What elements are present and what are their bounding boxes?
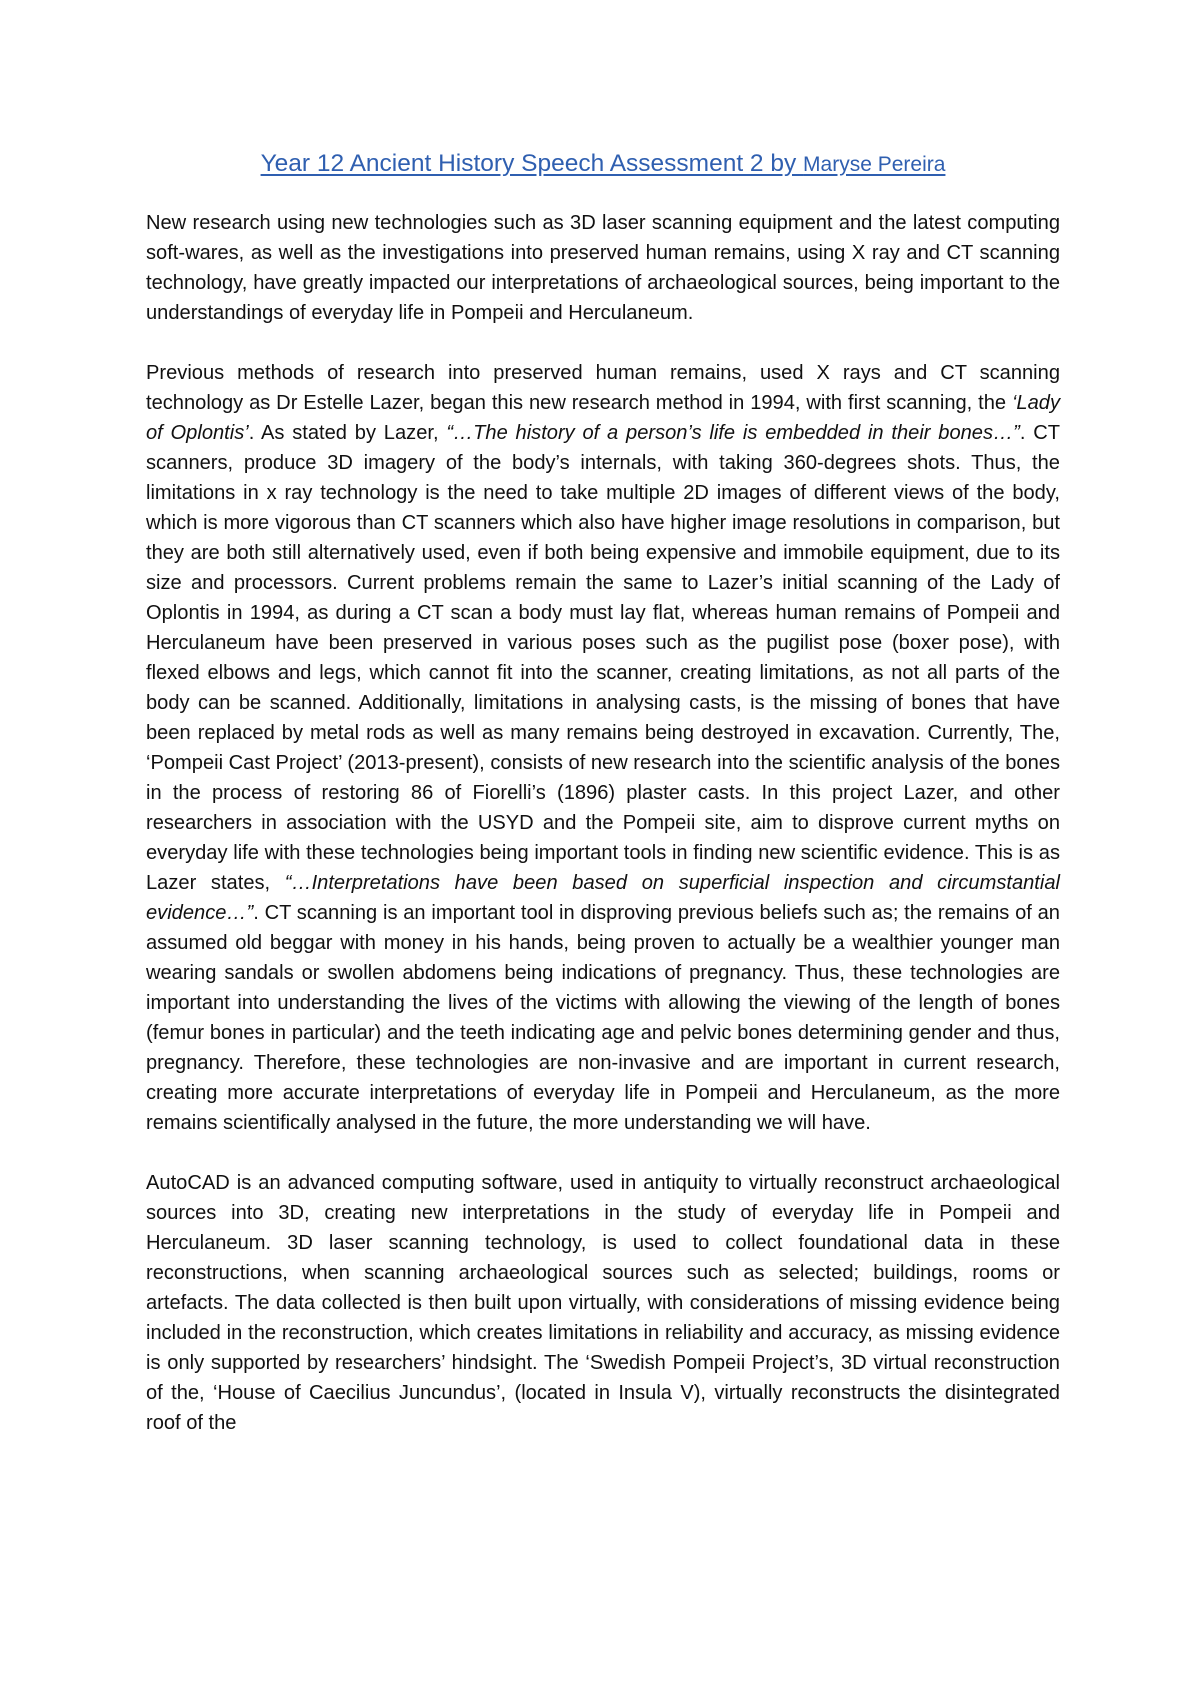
text-span: Previous methods of research into preserved human remains, used X rays and CT scanning technology as Dr Estelle Lazer, began this new research method in 1994, with first scanning, the — [146, 362, 1060, 414]
author-name: Maryse Pereira — [803, 153, 946, 176]
title-text: Year 12 Ancient History Speech Assessment 2 by — [260, 150, 804, 177]
quote-lazer-bones: “…The history of a person’s life is embedded in their bones…” — [446, 422, 1020, 444]
text-span: . CT scanning is an important tool in disproving previous beliefs such as; the remains of an assumed old beggar with money in his hands, being proven to actually be a wealthier younger man wearing sandals or swollen abdomens being indications of pregnancy. Thus, these technologies are important into understanding the lives of the victims with allowing the viewing of the length of bones (femur bones in particular) and the teeth indicating age and pelvic bones determining gender and thus, pregnancy. Therefore, these technologies are non-invasive and are important in current research, creating more accurate interpretations of everyday life in Pompeii and Herculaneum, as the more remains scientifically analysed in the future, the more understanding we will have. — [146, 902, 1060, 1134]
text-span: . CT scanners, produce 3D imagery of the body’s internals, with taking 360-degrees shots. Thus, the limitations in x ray technology is the need to take multiple 2D images of different views of the body, which is more vigorous than CT scanners which also have higher image resolutions in comparison, but they are both still alternatively used, even if both being expensive and immobile equipment, due to its size and processors. Current problems remain the same to Lazer’s initial scanning of the Lady of Oplontis in 1994, as during a CT scan a body must lay flat, whereas human remains of Pompeii and Herculaneum have been preserved in various poses such as the pugilist pose (boxer pose), with flexed elbows and legs, which cannot fit into the scanner, creating limitations, as not all parts of the body can be scanned. Additionally, limitations in analysing casts, is the missing of bones that have been replaced by metal rods as well as many remains being destroyed in excavation. Currently, The, ‘Pompeii Cast Project’ (2013-present), consists of new research into the scientific analysis of the bones in the process of restoring 86 of Fiorelli’s (1896) plaster casts. In this project Lazer, and other researchers in association with the USYD and the Pompeii site, aim to disprove current myths on everyday life with these technologies being important tools in finding new scientific evidence. This is as Lazer states, — [146, 422, 1060, 894]
paragraph-human-remains — [146, 358, 1060, 1138]
paragraph-autocad: AutoCAD is an advanced computing software, used in antiquity to virtually reconstruct archaeological sources into 3D, creating new interpretations in the study of everyday life in Pompeii and Herculaneum. 3D laser scanning technology, is used to collect foundational data in these reconstructions, when scanning archaeological sources such as selected; buildings, rooms or artefacts. The data collected is then built upon virtually, with considerations of missing evidence being included in the reconstruction, which creates limitations in reliability and accuracy, as missing evidence is only supported by researchers’ hindsight. The ‘Swedish Pompeii Project’s, 3D virtual reconstruction of the, ‘House of Caecilius Juncundus’, (located in Insula V), virtually reconstructs the disintegrated roof of the — [146, 1172, 1060, 1434]
quote-lazer-interpretations: “…Interpretations have been based on superficial inspection and circumstantial evidence…” — [146, 872, 1060, 924]
text-span: . As stated by Lazer, — [248, 422, 447, 444]
paragraph-intro: New research using new technologies such as 3D laser scanning equipment and the latest computing soft-wares, as well as the investigations into preserved human remains, using X ray and CT scanning technology, have greatly impacted our interpretations of archaeological sources, being important to the understandings of everyday life in Pompeii and Herculaneum. — [146, 212, 1060, 324]
quote-lady-of-oplontis: ‘Lady of Oplontis’ — [146, 392, 1060, 444]
document-title — [146, 150, 1060, 178]
